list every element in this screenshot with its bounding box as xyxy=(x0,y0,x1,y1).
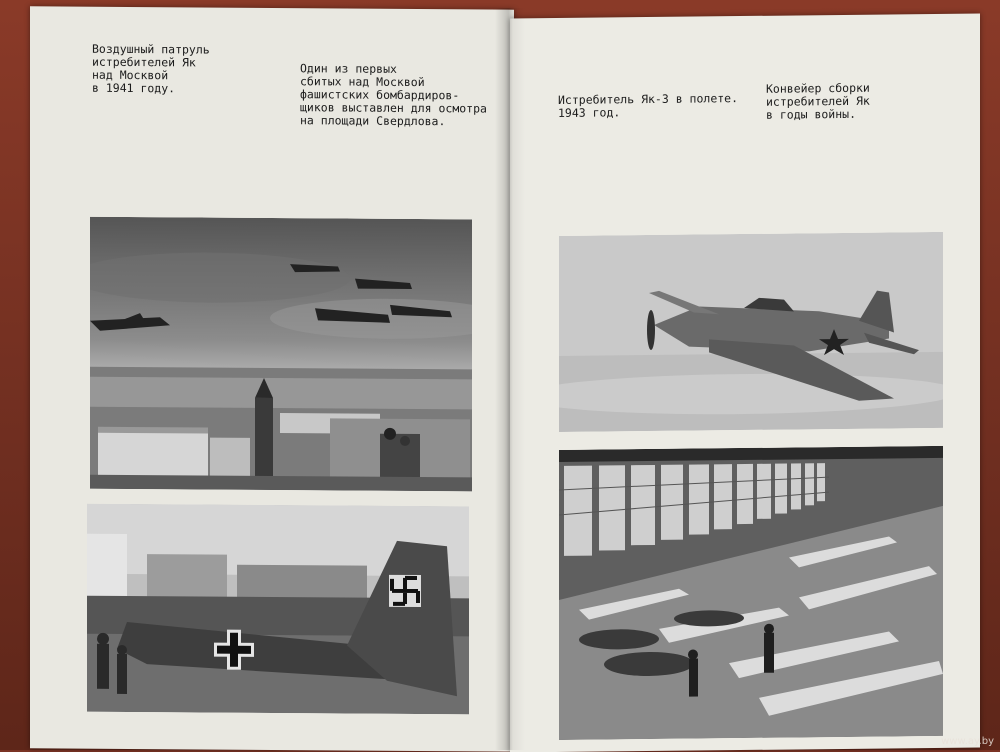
watermark: www.ay.by xyxy=(941,736,994,747)
yak-assembly-line-photo xyxy=(559,446,943,740)
downed-bomber-graphic xyxy=(87,504,469,715)
downed-bomber-on-square-photo xyxy=(87,504,469,715)
fighter-patrol-graphic xyxy=(90,217,472,492)
caption-assembly-line: Конвейер сборки истребителей Як в годы войны. xyxy=(766,80,870,122)
yak3-in-flight-photo xyxy=(559,232,943,432)
right-page xyxy=(510,14,980,752)
book-spine-shadow xyxy=(495,8,525,750)
caption-yak3-in-flight: Истребитель Як-3 в полете. 1943 год. xyxy=(558,91,739,120)
caption-air-patrol: Воздушный патруль истребителей Як над Москвой в 1941 году. xyxy=(92,41,210,96)
yak3-graphic xyxy=(559,232,943,432)
fighter-patrol-over-moscow-photo xyxy=(90,217,472,492)
caption-downed-bomber: Один из первых сбитых над Москвой фашистских бомбардиров- щиков выставлен для осмотра на площади Свердлова. xyxy=(300,61,487,129)
assembly-line-graphic xyxy=(559,446,943,740)
left-page xyxy=(30,6,514,751)
